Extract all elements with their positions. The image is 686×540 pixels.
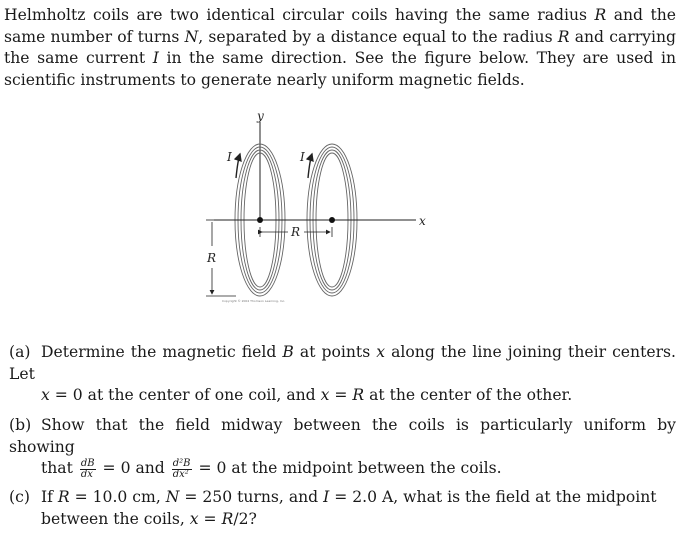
var-R: R — [352, 386, 365, 405]
question-text: = 2.0 A, what is the field at the midpoint — [329, 488, 657, 506]
var-B: B — [282, 343, 294, 361]
var-I: I — [152, 49, 159, 68]
question-text: = 250 turns, and — [179, 488, 324, 506]
intro-text: Helmholtz coils are two identical circular coils having the same radius — [4, 6, 595, 24]
question-text: Show that the field midway between the coils is particularly uniform by showing — [9, 416, 676, 456]
question-text: = — [329, 386, 353, 405]
current-arrow-left — [236, 154, 240, 178]
helmholtz-coil-figure — [196, 104, 446, 310]
question-text: = 0 at the midpoint between the coils. — [193, 459, 502, 478]
second-derivative-fraction — [172, 459, 192, 480]
question-text: at points — [293, 343, 377, 361]
var-R: R — [557, 27, 570, 46]
intro-text: in the same direction. See the figure below. They are used in scientific instruments to generate nearly uniform magnetic fields. — [4, 49, 676, 89]
intro-text: and carrying the same current — [4, 27, 676, 68]
question-text: If — [41, 488, 58, 506]
left-coil-center — [257, 217, 263, 223]
x-axis-label: x — [419, 214, 426, 228]
var-R: R — [594, 6, 607, 24]
var-x: x — [376, 343, 386, 361]
fraction-denominator: dx² — [172, 468, 189, 480]
fraction-numerator: dB — [80, 457, 95, 469]
question-text: at the center of the other. — [364, 386, 573, 405]
fraction-numerator: d²B — [172, 457, 191, 469]
question-text: /2? — [233, 509, 257, 528]
var-N: N — [165, 488, 180, 506]
var-I: I — [323, 488, 330, 506]
question-c — [9, 487, 676, 530]
question-text: = 0 and — [97, 459, 170, 478]
question-text: = 0 at the center of one coil, and — [49, 386, 321, 405]
question-label: (c) — [9, 488, 30, 506]
var-x: x — [320, 386, 330, 405]
question-b — [9, 415, 676, 480]
question-label: (a) — [9, 343, 31, 361]
question-a — [9, 342, 676, 407]
intro-text: and the same number of turns — [4, 6, 677, 46]
question-text: along the line joining their centers. Let — [9, 343, 676, 383]
question-label: (b) — [9, 416, 32, 434]
spacing-label: R — [291, 225, 301, 239]
right-coil-center — [329, 217, 335, 223]
y-axis-label: y — [257, 109, 264, 123]
radius-label: R — [207, 251, 217, 265]
derivative-fraction — [80, 459, 96, 480]
question-text: Determine the magnetic field — [41, 343, 283, 361]
figure-copyright: Copyright © 2004 Thomson Learning, Inc. — [222, 299, 286, 303]
question-text: that — [41, 459, 78, 478]
question-text: = 10.0 cm, — [69, 488, 166, 506]
var-x: x — [189, 509, 199, 528]
var-x: x — [41, 386, 50, 405]
fraction-denominator: dx — [80, 468, 93, 480]
var-R: R — [57, 488, 70, 506]
var-N: N — [184, 27, 199, 46]
current-label-left: I — [227, 150, 232, 164]
current-label-right: I — [300, 150, 305, 164]
intro-text: , separated by a distance equal to the radius — [198, 27, 558, 46]
question-text: = — [198, 509, 222, 528]
problem-intro — [4, 5, 676, 91]
question-text: between the coils, — [41, 509, 190, 528]
current-arrow-right — [308, 154, 312, 178]
var-R: R — [221, 509, 234, 528]
